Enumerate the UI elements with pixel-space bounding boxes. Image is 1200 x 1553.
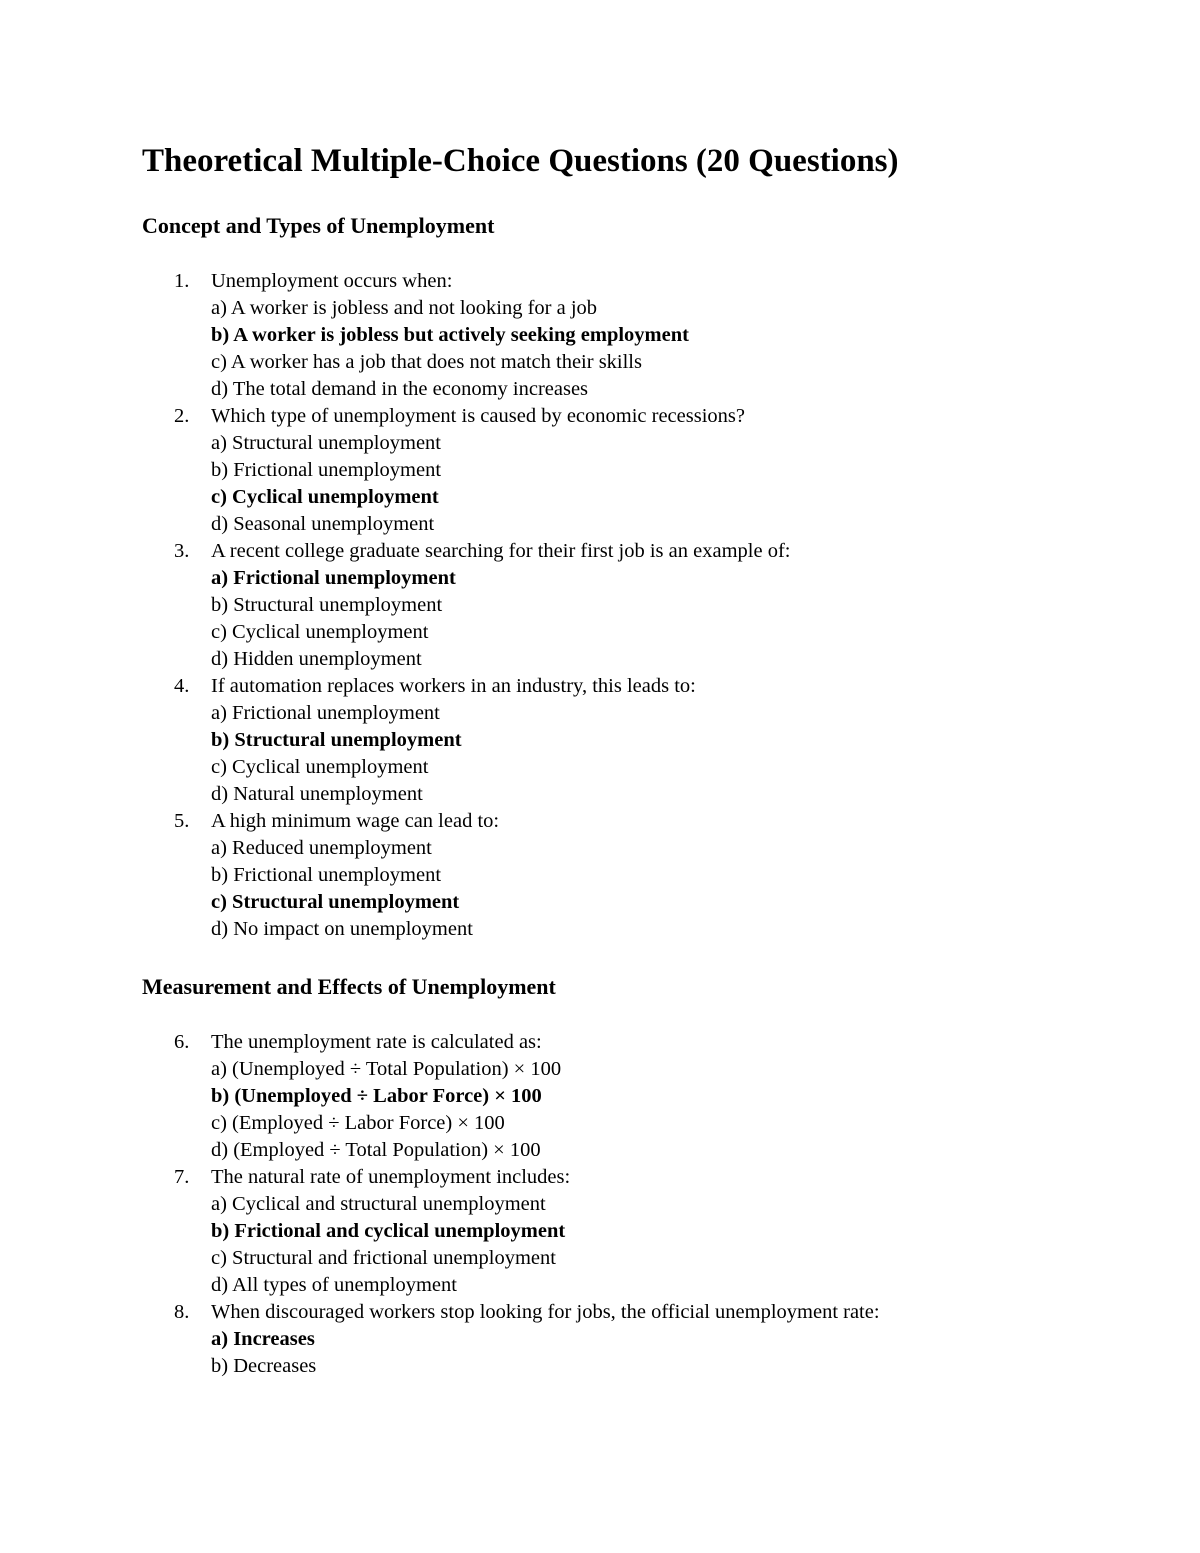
answer-option: c) A worker has a job that does not match their skills xyxy=(211,351,642,373)
question-number: 1. xyxy=(174,270,190,292)
answer-option: c) (Employed ÷ Labor Force) × 100 xyxy=(211,1112,505,1134)
correct-answer-option: b) (Unemployed ÷ Labor Force) × 100 xyxy=(211,1085,542,1107)
question-4 xyxy=(0,673,696,808)
question-5 xyxy=(0,808,689,943)
question-number: 7. xyxy=(174,1166,190,1188)
answer-option: b) Frictional unemployment xyxy=(211,864,442,886)
question-text: A high minimum wage can lead to: xyxy=(211,810,500,832)
correct-answer-option: b) Frictional and cyclical unemployment xyxy=(211,1220,566,1242)
question-6 xyxy=(0,1029,565,1164)
question-number: 6. xyxy=(174,1031,190,1053)
question-line xyxy=(0,268,689,295)
answer-option: c) Cyclical unemployment xyxy=(211,756,429,778)
correct-answer-option: a) Frictional unemployment xyxy=(211,567,456,589)
question-list-section-1 xyxy=(0,268,791,943)
question-8 xyxy=(0,1299,880,1380)
answer-option: a) Reduced unemployment xyxy=(211,837,432,859)
question-line xyxy=(0,403,745,430)
question-text: If automation replaces workers in an industry, this leads to: xyxy=(211,675,696,697)
answer-option: b) Structural unemployment xyxy=(211,594,443,616)
question-number: 3. xyxy=(174,540,190,562)
answer-option: b) Decreases xyxy=(211,1355,317,1377)
question-number: 5. xyxy=(174,810,190,832)
correct-answer-option: b) Structural unemployment xyxy=(211,729,462,751)
answer-option: d) Natural unemployment xyxy=(211,783,423,805)
correct-answer-option: c) Cyclical unemployment xyxy=(211,486,439,508)
question-list-section-2 xyxy=(0,1029,880,1380)
section-heading-concept-types: Concept and Types of Unemployment xyxy=(142,213,495,238)
question-text: A recent college graduate searching for their first job is an example of: xyxy=(211,540,791,562)
answer-option: a) (Unemployed ÷ Total Population) × 100 xyxy=(211,1058,562,1080)
question-text: Unemployment occurs when: xyxy=(211,270,453,292)
answer-option: c) Structural and frictional unemployment xyxy=(211,1247,556,1269)
question-line xyxy=(0,538,791,565)
question-number: 8. xyxy=(174,1301,190,1323)
correct-answer-option: a) Increases xyxy=(211,1328,315,1350)
question-line xyxy=(0,673,696,700)
answer-option: a) Cyclical and structural unemployment xyxy=(211,1193,546,1215)
correct-answer-option: b) A worker is jobless but actively seeking employment xyxy=(211,324,689,346)
question-number: 4. xyxy=(174,675,190,697)
question-line xyxy=(0,1164,571,1191)
page-title: Theoretical Multiple-Choice Questions (20 Questions) xyxy=(142,143,899,179)
question-line xyxy=(0,1299,880,1326)
question-text: When discouraged workers stop looking for jobs, the official unemployment rate: xyxy=(211,1301,880,1323)
answer-option: a) A worker is jobless and not looking for a job xyxy=(211,297,598,319)
question-text: Which type of unemployment is caused by economic recessions? xyxy=(211,405,745,427)
question-line xyxy=(0,1029,565,1056)
answer-option: b) Frictional unemployment xyxy=(211,459,442,481)
answer-option: a) Frictional unemployment xyxy=(211,702,440,724)
question-text: The natural rate of unemployment includes: xyxy=(211,1166,571,1188)
answer-option: d) (Employed ÷ Total Population) × 100 xyxy=(211,1139,541,1161)
question-3 xyxy=(0,538,791,673)
answer-option: d) Seasonal unemployment xyxy=(211,513,435,535)
question-number: 2. xyxy=(174,405,190,427)
question-text: The unemployment rate is calculated as: xyxy=(211,1031,542,1053)
correct-answer-option: c) Structural unemployment xyxy=(211,891,460,913)
answer-option: d) No impact on unemployment xyxy=(211,918,473,940)
question-line xyxy=(0,808,689,835)
answer-option: d) The total demand in the economy increases xyxy=(211,378,589,400)
answer-option: a) Structural unemployment xyxy=(211,432,441,454)
question-7 xyxy=(0,1164,571,1299)
answer-option: d) All types of unemployment xyxy=(211,1274,457,1296)
question-2 xyxy=(0,403,745,538)
answer-option: c) Cyclical unemployment xyxy=(211,621,429,643)
question-1 xyxy=(0,268,689,403)
section-heading-measurement-effects: Measurement and Effects of Unemployment xyxy=(142,974,556,999)
answer-option: d) Hidden unemployment xyxy=(211,648,422,670)
